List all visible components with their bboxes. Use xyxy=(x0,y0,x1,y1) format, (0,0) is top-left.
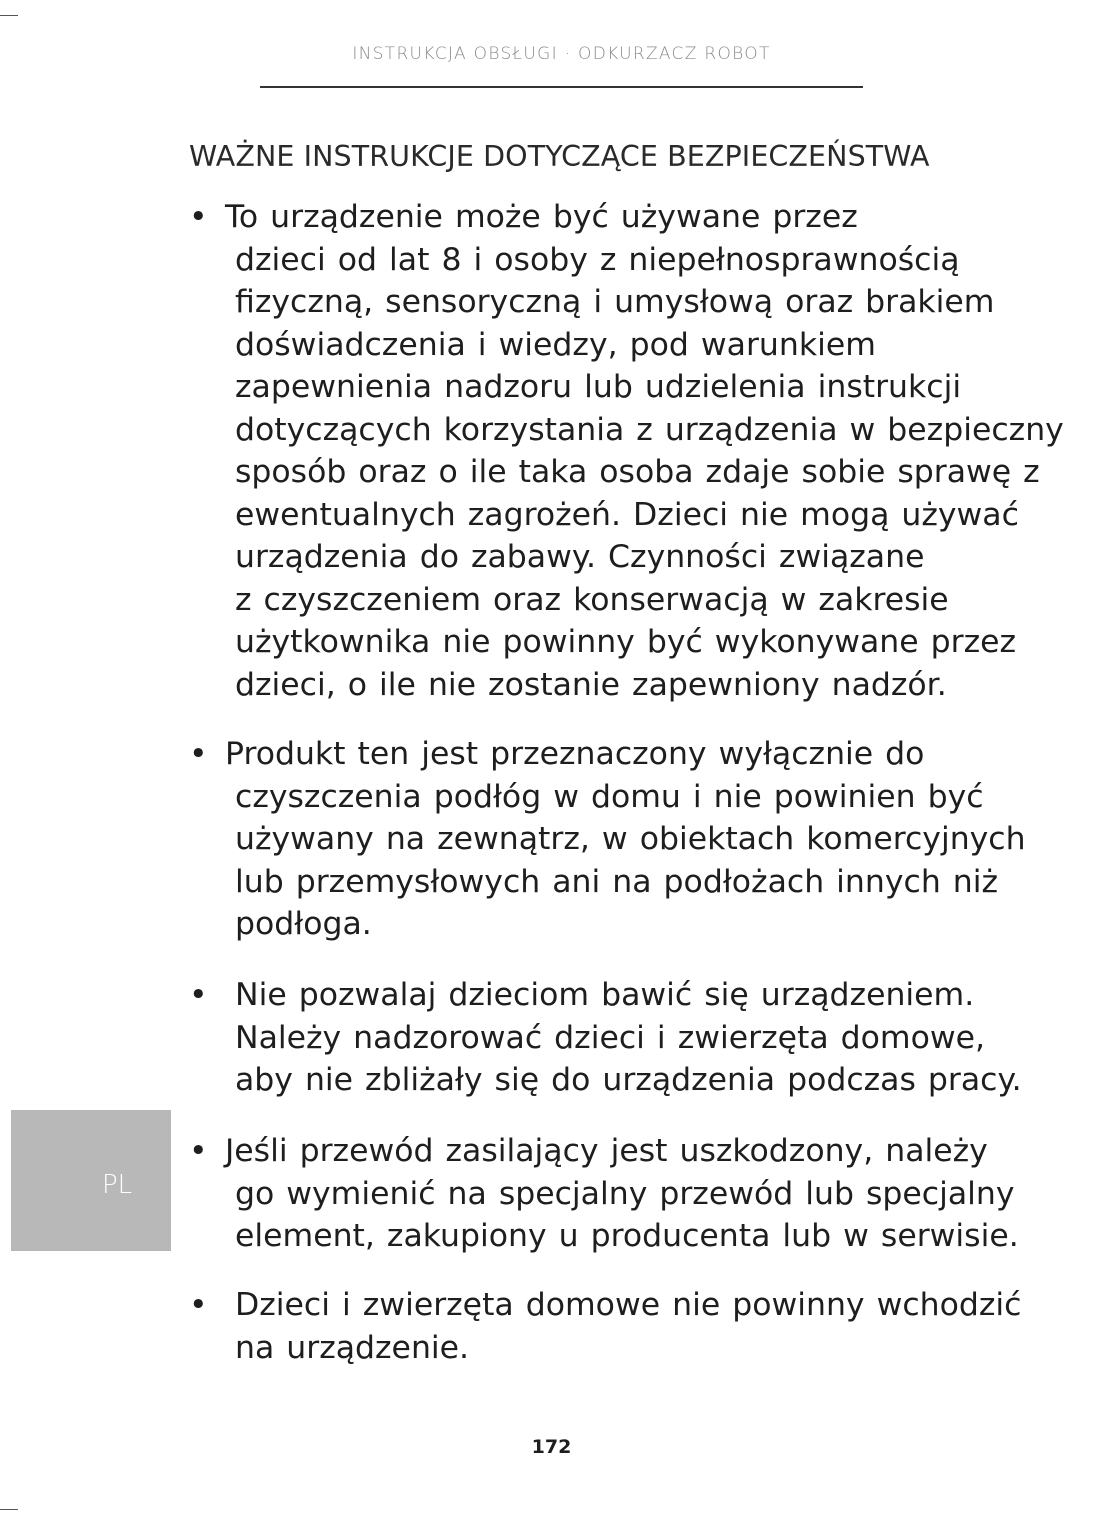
bullet-line: doświadczenia i wiedzy, pod warunkiem xyxy=(235,326,876,363)
bullet-line: sposób oraz o ile taka osoba zdaje sobie sprawę z xyxy=(235,454,1040,490)
bullet-dot: • xyxy=(189,199,208,235)
bullet-line: z czyszczeniem oraz konserwacją w zakresie xyxy=(235,581,949,618)
bullet-line: Dzieci i zwierzęta domowe nie powinny wchodzić xyxy=(235,1287,1022,1323)
bullet-item-4 xyxy=(189,1130,1029,1258)
bullet-line: lub przemysłowych ani na podłożach innych niż xyxy=(235,863,999,900)
bullet-line: ewentualnych zagrożeń. Dzieci nie mogą używać xyxy=(235,496,1019,533)
bullet-dot: • xyxy=(189,977,208,1013)
bullet-item-2 xyxy=(189,733,1029,946)
bullet-line: dotyczących korzystania z urządzenia w bezpieczny xyxy=(235,411,1064,448)
language-tab-label: PL xyxy=(102,1170,133,1200)
running-header: INSTRUKCJA OBSŁUGI · ODKURZACZ ROBOT xyxy=(352,44,771,64)
bullet-line: aby nie zbliżały się do urządzenia podczas pracy. xyxy=(235,1062,1022,1098)
crop-mark-top xyxy=(0,15,18,16)
bullet-line: element, zakupiony u producenta lub w serwisie. xyxy=(235,1218,1019,1254)
bullet-line: zapewnienia nadzoru lub udzielenia instrukcji xyxy=(235,369,962,405)
language-tab xyxy=(11,1110,171,1251)
bullet-line: fizyczną, sensoryczną i umysłową oraz brakiem xyxy=(235,284,995,320)
bullet-line: To urządzenie może być używane przez xyxy=(225,199,858,235)
bullet-line: podłoga. xyxy=(235,906,372,942)
bullet-line: Produkt ten jest przeznaczony wyłącznie do xyxy=(225,736,925,772)
bullet-line: czyszczenia podłóg w domu i nie powinien być xyxy=(235,778,984,815)
bullet-line: dzieci od lat 8 i osoby z niepełnosprawnością xyxy=(235,241,960,278)
bullet-dot: • xyxy=(189,1133,208,1169)
bullet-item-1 xyxy=(189,196,1064,706)
bullet-line: go wymienić na specjalny przewód lub specjalny xyxy=(235,1175,1015,1212)
page-number: 172 xyxy=(531,1436,572,1458)
bullet-dot: • xyxy=(189,736,208,772)
bullet-line: używany na zewnątrz, w obiektach komercyjnych xyxy=(235,821,1026,857)
bullet-line: dzieci, o ile nie zostanie zapewniony nadzór. xyxy=(235,666,947,703)
bullet-line: Jeśli przewód zasilający jest uszkodzony, należy xyxy=(225,1133,988,1169)
bullet-line: urządzenia do zabawy. Czynności związane xyxy=(235,539,925,575)
bullet-line: użytkownika nie powinny być wykonywane przez xyxy=(235,624,1017,660)
crop-mark-bottom xyxy=(0,1509,18,1510)
bullet-dot: • xyxy=(189,1287,208,1323)
bullet-item-5 xyxy=(189,1284,1029,1369)
section-title: WAŻNE INSTRUKCJE DOTYCZĄCE BEZPIECZEŃSTWA xyxy=(189,140,930,173)
bullet-item-3 xyxy=(189,974,1029,1102)
bullet-line: Nie pozwalaj dzieciom bawić się urządzeniem. xyxy=(235,977,975,1013)
bullet-line: Należy nadzorować dzieci i zwierzęta domowe, xyxy=(235,1019,986,1056)
bullet-line: na urządzenie. xyxy=(235,1329,470,1366)
header-divider xyxy=(260,86,863,88)
